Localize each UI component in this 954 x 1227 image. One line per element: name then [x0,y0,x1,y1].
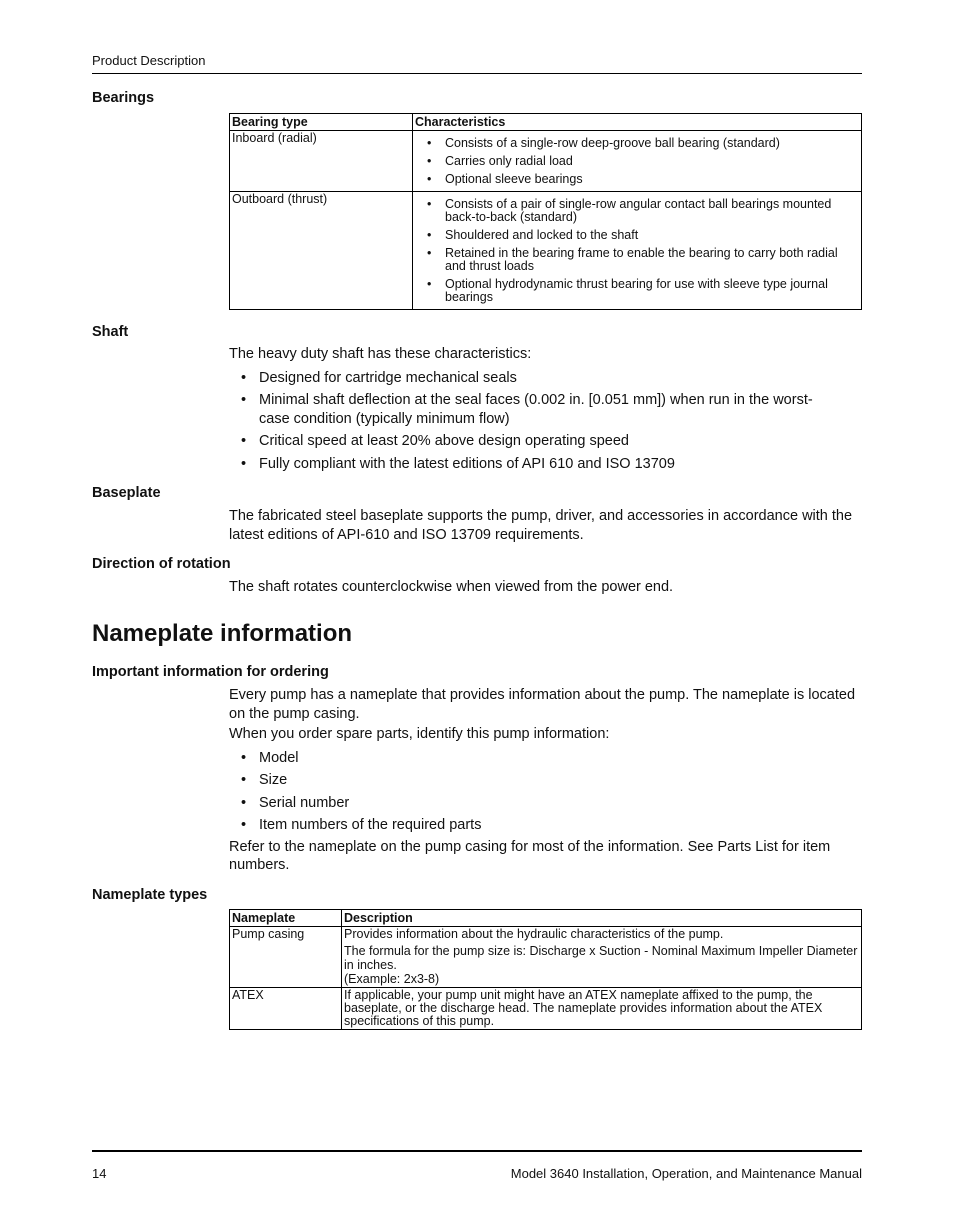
nameplate-description-cell [342,927,862,988]
ordering-paragraph: Refer to the nameplate on the pump casing for most of the information. See Parts List for item numbers. [229,838,831,873]
bearing-type-cell: Outboard (thrust) [230,192,413,310]
list-item: • Retained in the bearing frame to enable the bearing to carry both radial and thrust loads [415,247,859,273]
table-row [230,988,862,1030]
nameplate-types-heading: Nameplate types [92,887,208,903]
running-header: Product Description [92,53,206,68]
table-row [230,192,862,310]
table-row [230,927,862,988]
list-item: • Size [229,771,862,790]
shaft-heading: Shaft [92,324,129,340]
list-item: • Model [229,749,862,768]
list-item: • Optional sleeve bearings [415,173,859,186]
list-item: • Consists of a pair of single-row angular contact ball bearings mounted back-to-back (standard) [415,198,859,224]
page-number: 14 [92,1166,107,1181]
shaft-characteristics-list [229,369,862,474]
bearing-type-cell: Inboard (radial) [230,131,413,192]
bearings-table [229,113,862,310]
characteristics-cell [413,131,862,192]
ordering-info-list [229,749,862,835]
list-item: • Item numbers of the required parts [229,816,862,835]
rotation-heading: Direction of rotation [92,556,231,572]
description-line: Provides information about the hydraulic characteristics of the pump. [344,927,724,941]
rotation-text: The shaft rotates counterclockwise when viewed from the power end. [229,579,674,595]
list-item: • Minimal shaft deflection at the seal faces (0.002 in. [0.051 mm]) when run in the worst-case condition (typically minimum flow) [229,391,862,428]
description-line: (Example: 2x3-8) [344,972,440,986]
list-item: • Designed for cartridge mechanical seals [229,369,862,388]
manual-title: Model 3640 Installation, Operation, and Maintenance Manual [510,1166,862,1181]
ordering-heading: Important information for ordering [92,664,329,680]
footer-divider [92,1150,862,1152]
ordering-paragraph: Every pump has a nameplate that provides information about the pump. The nameplate is located on the pump casing. [229,687,856,722]
shaft-section [229,345,862,473]
ordering-paragraph: When you order spare parts, identify this pump information: [229,726,610,742]
list-item: • Critical speed at least 20% above design operating speed [229,432,862,451]
nameplate-types-table [229,909,862,1030]
list-item: • Carries only radial load [415,155,859,168]
column-header-description: Description [342,910,862,927]
list-item: • Consists of a single-row deep-groove ball bearing (standard) [415,137,859,150]
list-item: • Fully compliant with the latest editions of API 610 and ISO 13709 [229,455,862,474]
page-title: Nameplate information [92,620,353,647]
bearings-heading: Bearings [92,90,155,106]
nameplate-name-cell: ATEX [230,988,342,1030]
shaft-intro: The heavy duty shaft has these characteristics: [229,346,532,362]
nameplate-description-cell [342,988,862,1030]
ordering-section [229,686,862,875]
description-line: The formula for the pump size is: Discharge x Suction - Nominal Maximum Impeller Diameter in inches. [344,944,858,972]
table-row [230,131,862,192]
baseplate-heading: Baseplate [92,485,161,501]
description-line: If applicable, your pump unit might have an ATEX nameplate affixed to the pump, the baseplate, or the discharge head. The nameplate provides information about the ATEX specifications of this pump. [344,988,823,1028]
list-item: • Serial number [229,794,862,813]
nameplate-name-cell: Pump casing [230,927,342,988]
header-divider [92,73,862,74]
table-header-row [230,114,862,131]
list-item: • Optional hydrodynamic thrust bearing for use with sleeve type journal bearings [415,278,859,304]
baseplate-text: The fabricated steel baseplate supports the pump, driver, and accessories in accordance with the latest editions of API-610 and ISO 13709 requirements. [229,508,853,543]
list-item: • Shouldered and locked to the shaft [415,229,859,242]
column-header-characteristics: Characteristics [413,114,862,131]
column-header-nameplate: Nameplate [230,910,342,927]
characteristics-cell [413,192,862,310]
table-header-row [230,910,862,927]
column-header-bearing-type: Bearing type [230,114,413,131]
